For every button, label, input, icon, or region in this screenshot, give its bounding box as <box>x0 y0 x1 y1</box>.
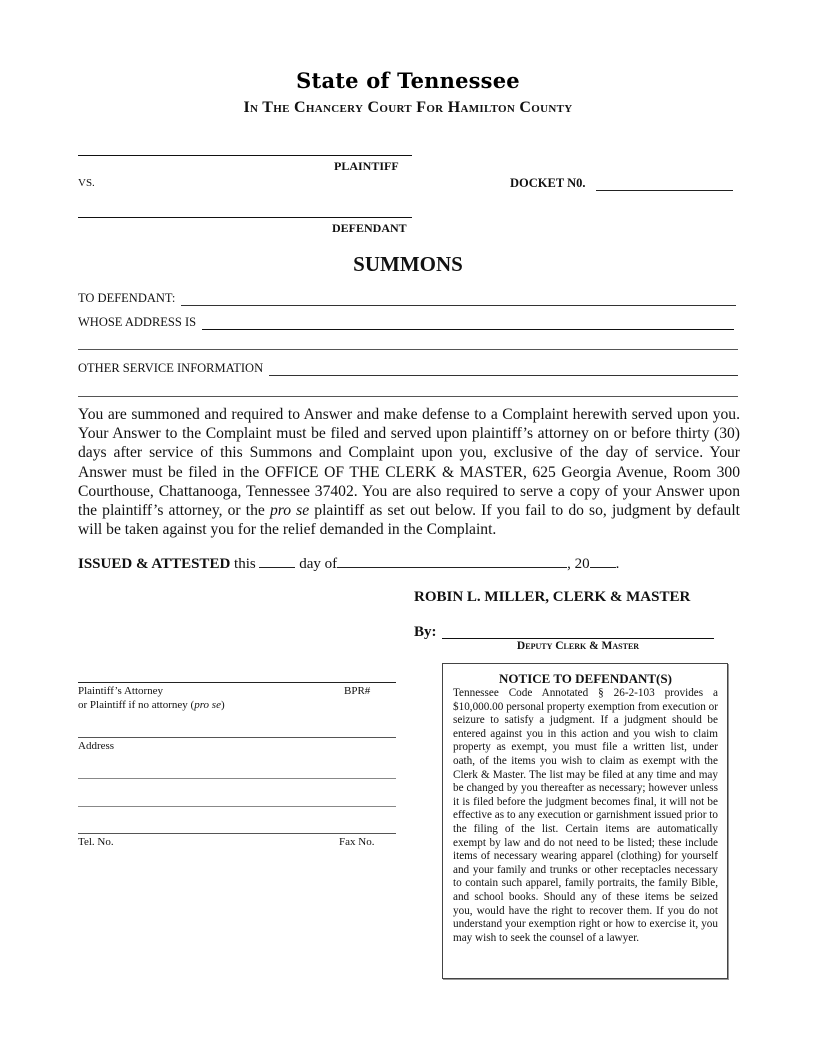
to-defendant-label: TO DEFENDANT: <box>78 291 176 305</box>
address-label: WHOSE ADDRESS IS <box>78 315 197 329</box>
issued-day-of: day of <box>295 556 338 572</box>
by-label: By: <box>414 624 437 640</box>
docket-number-field[interactable] <box>596 176 733 191</box>
vs-label: VS. <box>78 177 95 189</box>
to-defendant-field[interactable] <box>181 293 736 306</box>
plaintiff-name-line[interactable] <box>78 155 412 156</box>
paragraph-text-1: You are summoned and required to Answer and make defense to a Complaint herewith served upon you. Your Answer to the Complaint must be filed and served upon plaintiff’s attorney on or before thirty (30) days after service of this Summons and Complaint upon you, exclusive of the day of service. Your Answer must be filed in the OFFICE OF THE CLERK & MASTER, 625 Georgia Avenue, Room 300 Courthouse, Chattanooga, Tennessee 37402. You are also required to serve a copy of your Answer upon the plaintiff’s attorney, or the <box>78 406 740 520</box>
issued-label: ISSUED & ATTESTED <box>78 556 231 572</box>
address-row <box>78 315 734 330</box>
attorney-address-line-3[interactable] <box>78 806 396 807</box>
issued-day-field[interactable] <box>259 553 295 568</box>
deputy-label: Deputy Clerk & Master <box>516 640 640 652</box>
paragraph-text-2: plaintiff as set out below. If you fail to do so, judgment by default will be taken against you for the relief demanded in the Complaint. <box>78 502 740 539</box>
other-service-row <box>78 361 738 376</box>
clerk-name: ROBIN L. MILLER, CLERK & MASTER <box>414 589 691 605</box>
notice-to-defendant-box <box>442 663 728 979</box>
plaintiff-label: PLAINTIFF <box>334 159 399 173</box>
address-field[interactable] <box>202 317 734 330</box>
notice-text: Tennessee Code Annotated § 26-2-103 provides a $10,000.00 personal property exemption from execution or seizure to satisfy a judgment. If a judgment should be entered against you in this action and you wish to claim property as exempt, you must file a written list, under oath, of the items you wish to claim as exempt with the Clerk & Master. The list may be filed at any time and may be changed by you thereafter as necessary; however unless it is filed before the judgment becomes final, it will not be effective as to any execution or garnishment issued prior to the filing of the list. Certain items are automatically exempt by law and do not need to be listed; these include items of necessary wearing apparel (clothing) for yourself and your family and trunks or other receptacles necessary to contain such apparel, family portraits, the family Bible, and school books. Should any of these items be seized you, would have the right to recover them. If you do not understand your exemption right or how to exercise it, you may wish to seek the counsel of a lawyer. <box>453 687 718 944</box>
phone-row <box>78 836 396 848</box>
to-defendant-row <box>78 291 736 306</box>
defendant-name-line[interactable] <box>78 217 412 218</box>
defendant-label: DEFENDANT <box>332 221 407 235</box>
docket-label: DOCKET N0. <box>510 176 586 190</box>
attorney-address-line-2[interactable] <box>78 778 396 779</box>
attorney-signature-line[interactable] <box>78 682 396 683</box>
notice-title: NOTICE TO DEFENDANT(S) <box>499 671 672 686</box>
address-label-attorney: Address <box>78 740 115 752</box>
attorney-name-row <box>78 685 396 697</box>
address-line-2[interactable] <box>78 349 738 350</box>
pro-se-prefix: or Plaintiff if no attorney ( <box>78 699 195 711</box>
bpr-label: BPR# <box>344 685 371 697</box>
issued-this: this <box>230 556 260 572</box>
other-service-label: OTHER SERVICE INFORMATION <box>78 361 264 375</box>
other-service-line-2[interactable] <box>78 396 738 397</box>
issued-year-field[interactable] <box>590 553 616 568</box>
issued-year-prefix: , 20 <box>567 556 590 572</box>
tel-label: Tel. No. <box>78 836 114 848</box>
court-title: In The Chancery Court For Hamilton County <box>243 99 573 116</box>
attorney-phone-line[interactable] <box>78 833 396 834</box>
state-title: State of Tennessee <box>296 68 520 93</box>
attorney-label: Plaintiff’s Attorney <box>78 685 164 697</box>
pro-se-row <box>78 699 396 711</box>
issued-month-field[interactable] <box>337 553 567 568</box>
paragraph-pro-se: pro se <box>269 502 310 520</box>
deputy-signature-field[interactable] <box>442 624 714 639</box>
pro-se-suffix: ) <box>220 699 225 711</box>
issued-attested-line <box>78 553 619 573</box>
pro-se-italic: pro se <box>194 699 221 711</box>
other-service-field[interactable] <box>269 363 738 376</box>
document-title: SUMMONS <box>353 252 463 276</box>
summons-paragraph <box>78 405 740 539</box>
attorney-address-line-1[interactable] <box>78 737 396 738</box>
issued-period: . <box>615 556 620 572</box>
fax-label: Fax No. <box>339 836 375 848</box>
